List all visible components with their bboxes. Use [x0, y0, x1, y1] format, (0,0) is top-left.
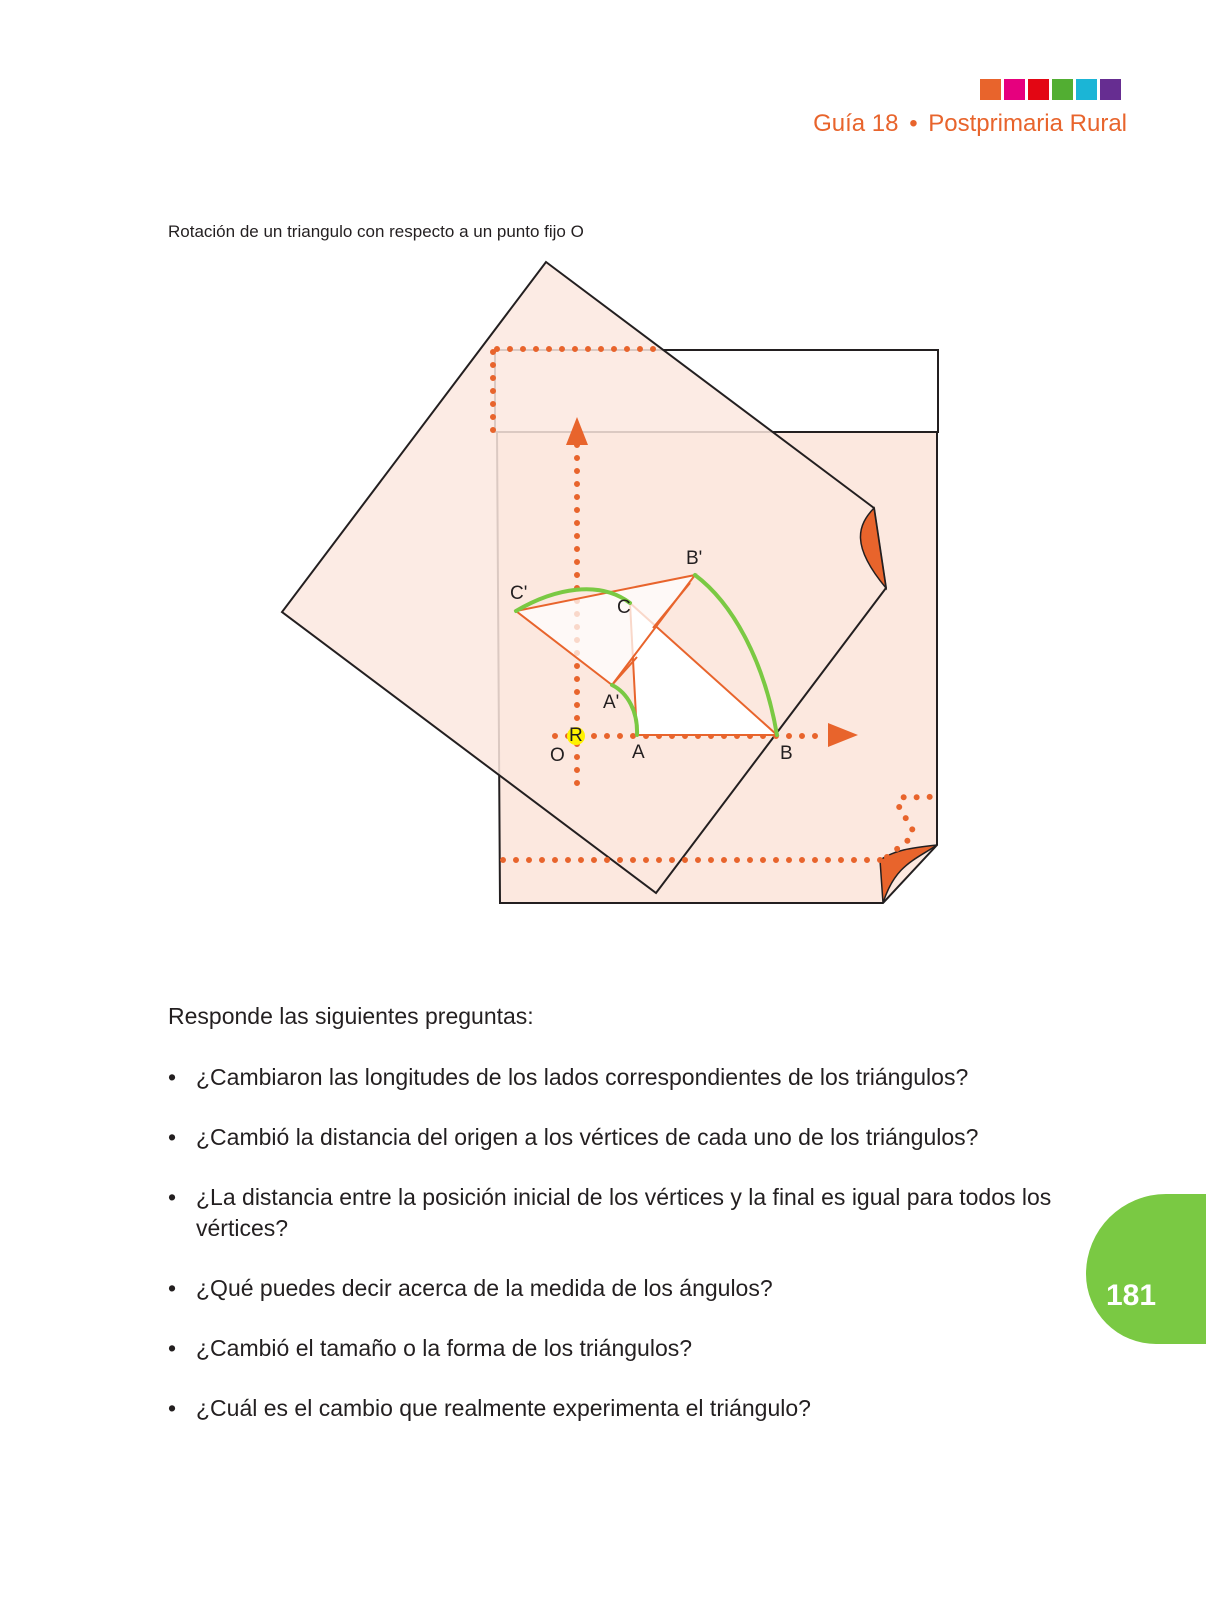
label-B-prime: B' — [686, 548, 703, 569]
question-text: ¿Cambió la distancia del origen a los vértices de cada uno de los triángulos? — [196, 1124, 979, 1150]
questions-list — [168, 1062, 1088, 1453]
questions-heading: Responde las siguientes preguntas: — [168, 1003, 534, 1029]
question-item — [168, 1273, 1088, 1304]
question-text: ¿Cuál es el cambio que realmente experimenta el triángulo? — [196, 1395, 811, 1421]
label-A-prime: A' — [603, 692, 620, 713]
question-item — [168, 1182, 1088, 1244]
label-C: C — [617, 597, 631, 618]
figure-caption: Rotación de un triangulo con respecto a un punto fijo O — [168, 222, 584, 241]
bullet: • — [168, 1184, 177, 1210]
guide-number: Guía 18 — [813, 110, 899, 137]
page-number-tab — [1086, 1194, 1206, 1344]
bullet: • — [168, 1335, 177, 1361]
page-number: 181 — [1106, 1279, 1157, 1312]
program-name: Postprimaria Rural — [928, 110, 1127, 137]
bullet: • — [168, 1124, 177, 1150]
label-B: B — [780, 743, 793, 764]
question-text: ¿Cambió el tamaño o la forma de los triángulos? — [196, 1335, 693, 1361]
label-A: A — [632, 742, 645, 763]
bullet: • — [168, 1395, 177, 1421]
question-item — [168, 1122, 1088, 1153]
question-text: ¿La distancia entre la posición inicial de los vértices y la final es igual para todos los vértices? — [196, 1184, 1052, 1241]
question-item — [168, 1062, 1088, 1093]
question-item — [168, 1393, 1088, 1424]
label-O: O — [550, 745, 565, 766]
question-text: ¿Cambiaron las longitudes de los lados correspondientes de los triángulos? — [196, 1064, 969, 1090]
question-item — [168, 1333, 1088, 1364]
bullet: • — [168, 1275, 177, 1301]
label-R: R — [569, 725, 583, 746]
question-text: ¿Qué puedes decir acerca de la medida de los ángulos? — [196, 1275, 773, 1301]
header-separator: • — [909, 110, 918, 137]
bullet: • — [168, 1064, 177, 1090]
label-C-prime: C' — [510, 583, 528, 604]
